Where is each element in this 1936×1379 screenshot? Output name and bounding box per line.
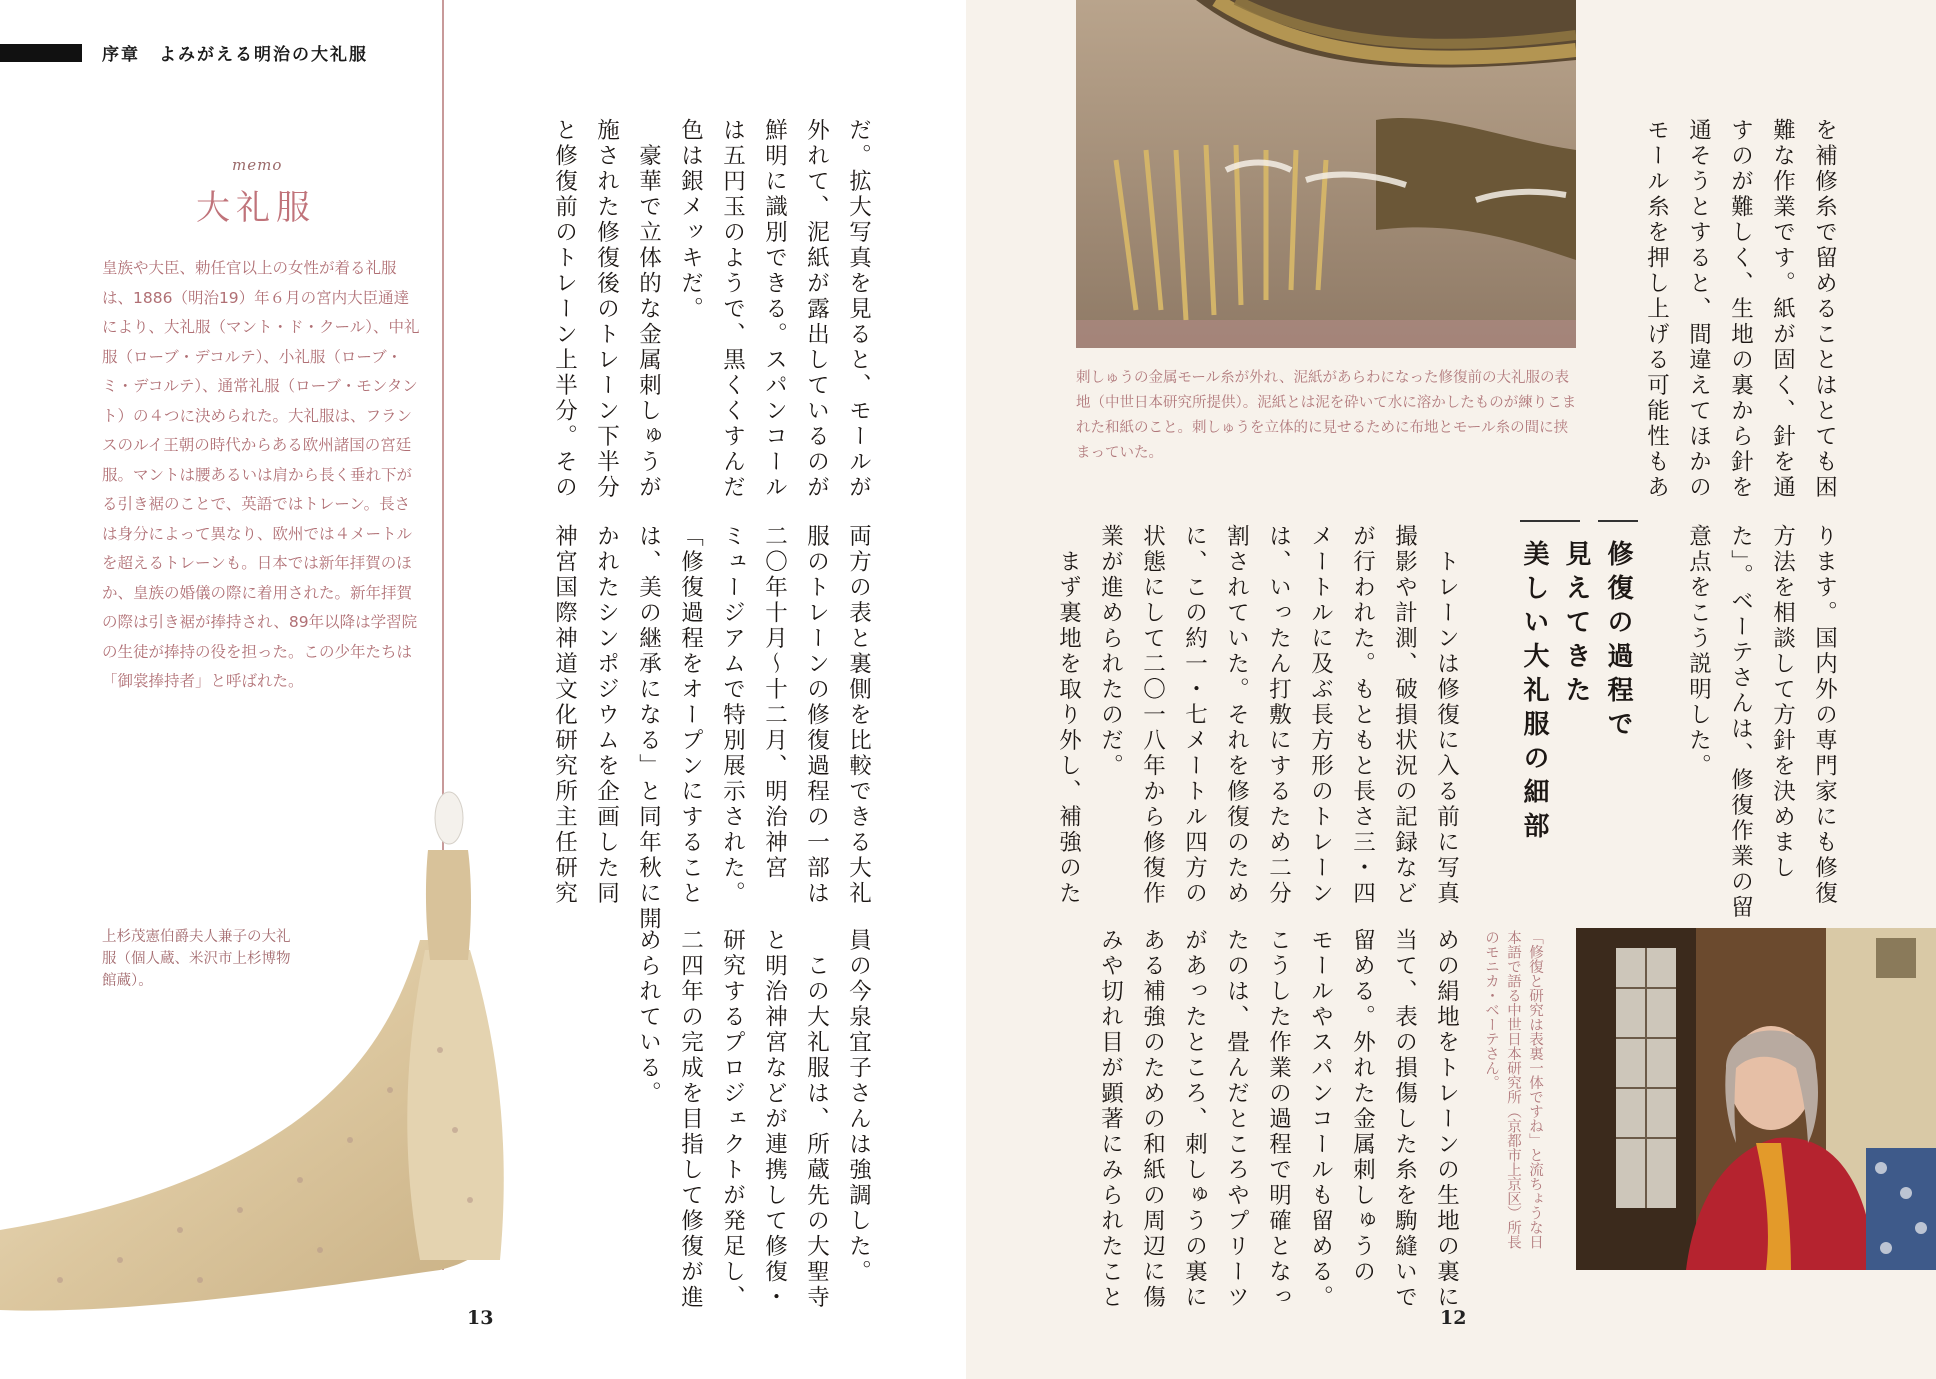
chapter-marker-bar bbox=[0, 44, 82, 62]
body-column: は、いったん打敷にするため二分 bbox=[1265, 524, 1292, 907]
body-column: すのが難しく、生地の裏から針を bbox=[1727, 118, 1754, 501]
body-column: 施された修復後のトレーン下半分 bbox=[593, 118, 620, 501]
body-column: ある補強のための和紙の周辺に傷 bbox=[1139, 928, 1166, 1311]
body-column: モール糸を押し上げる可能性もあ bbox=[1643, 118, 1670, 501]
memo-body bbox=[102, 254, 420, 697]
chapter-title: 序章 よみがえる明治の大礼服 bbox=[102, 45, 368, 65]
body-column: この大礼服は、所蔵先の大聖寺 bbox=[803, 928, 830, 1311]
dress-photo bbox=[0, 790, 520, 1320]
body-column: は、美の継承になる」と同年秋に開 bbox=[635, 524, 662, 932]
body-column: 通そうとすると、間違えてほかの bbox=[1685, 118, 1712, 501]
heading-rule bbox=[1598, 520, 1638, 522]
body-column: モールやスパンコールも留める。 bbox=[1307, 928, 1334, 1311]
body-column: 「修復過程をオープンにすること bbox=[677, 524, 704, 907]
body-column: 当て、表の損傷した糸を駒縫いで bbox=[1391, 928, 1418, 1311]
body-column: めの絹地をトレーンの生地の裏に bbox=[1433, 928, 1460, 1311]
body-column: が行われた。もともと長さ三・四 bbox=[1349, 524, 1376, 907]
body-column: 撮影や計測、破損状況の記録など bbox=[1391, 524, 1418, 907]
body-column: メートルに及ぶ長方形のトレーン bbox=[1307, 524, 1334, 907]
body-column: 両方の表と裏側を比較できる大礼 bbox=[845, 524, 872, 907]
section-heading: 美しい大礼服の細部 bbox=[1519, 540, 1549, 846]
body-column: かれたシンポジウムを企画した同 bbox=[593, 524, 620, 907]
body-column: ミュージアムで特別展示された。 bbox=[719, 524, 746, 907]
body-column: だ。拡大写真を見ると、モールが bbox=[845, 118, 872, 501]
page-number-right: 12 bbox=[1440, 1307, 1467, 1329]
memo-label: memo bbox=[232, 156, 283, 174]
body-column: 員の今泉宜子さんは強調した。 bbox=[845, 928, 872, 1285]
body-column: みや切れ目が顕著にみられたこと bbox=[1097, 928, 1124, 1311]
body-column: 方法を相談して方針を決めまし bbox=[1769, 524, 1796, 881]
body-column: 二四年の完成を目指して修復が進 bbox=[677, 928, 704, 1311]
body-column: 服のトレーンの修復過程の一部は bbox=[803, 524, 830, 907]
body-column: た」。ベーテさんは、修復作業の留 bbox=[1727, 524, 1754, 921]
body-column: と明治神宮などが連携して修復・ bbox=[761, 928, 788, 1311]
body-column: たのは、畳んだところやプリーツ bbox=[1223, 928, 1250, 1311]
body-column: トレーンは修復に入る前に写真 bbox=[1433, 524, 1460, 907]
body-column: 難な作業です。紙が固く、針を通 bbox=[1769, 118, 1796, 501]
body-column: と修復前のトレーン上半分。その bbox=[551, 118, 578, 501]
section-heading: 見えてきた bbox=[1561, 540, 1591, 710]
body-column: 豪華で立体的な金属刺しゅうが bbox=[635, 118, 662, 501]
body-column: められている。 bbox=[635, 928, 662, 1107]
body-column: 状態にして二〇一八年から修復作 bbox=[1139, 524, 1166, 907]
body-column: 二〇年十月〜十二月、明治神宮 bbox=[761, 524, 788, 881]
body-column: があったところ、刺しゅうの裏に bbox=[1181, 928, 1208, 1311]
body-column: 外れて、泥紙が露出しているのが bbox=[803, 118, 830, 501]
body-column: こうした作業の過程で明確となっ bbox=[1265, 928, 1292, 1311]
page-number-left: 13 bbox=[467, 1307, 494, 1329]
body-column: 神宮国際神道文化研究所主任研究 bbox=[551, 524, 578, 907]
body-column: に、この約一・七メートル四方の bbox=[1181, 524, 1208, 907]
body-column: は五円玉のようで、黒くくすんだ bbox=[719, 118, 746, 501]
portrait-caption: 「修復と研究は表裏一体ですね」と流ちょうな日本語で語る中世日本研究所（京都市上京区）所長のモニカ・ベーテさん。 bbox=[1483, 930, 1543, 1249]
embroidery-photo bbox=[1076, 0, 1576, 348]
dress-caption: 上杉茂憲伯爵夫人兼子の大礼服（個人蔵、米沢市上杉博物館蔵）。 bbox=[102, 929, 291, 989]
body-column: 業が進められたのだ。 bbox=[1097, 524, 1124, 779]
body-column: ります。国内外の専門家にも修復 bbox=[1811, 524, 1838, 907]
body-column: 意点をこう説明した。 bbox=[1685, 524, 1712, 779]
body-column: を補修糸で留めることはとても困 bbox=[1811, 118, 1838, 501]
embroidery-caption: 刺しゅうの金属モール糸が外れ、泥紙があらわになった修復前の大礼服の表地（中世日本研究所提供）。泥紙とは泥を砕いて水に溶かしたものが練りこまれた和紙のこと。刺しゅうを立体的に見せるために布地とモール糸の間に挟まっていた。 bbox=[1076, 370, 1577, 461]
body-column: 割されていた。それを修復のため bbox=[1223, 524, 1250, 907]
memo-title: 大礼服 bbox=[196, 188, 316, 228]
portrait-photo bbox=[1576, 928, 1936, 1270]
body-column: 留める。外れた金属刺しゅうの bbox=[1349, 928, 1376, 1285]
memo-paragraph: 皇族や大臣、勅任官以上の女性が着る礼服は、1886（明治19）年６月の宮内大臣通達により、大礼服（マント・ド・クール）、中礼服（ローブ・デコルテ）、小礼服（ローブ・ミ・デコルテ）、通常礼服（ローブ・モンタント）の４つに決められた。大礼服は、フランスのルイ王朝の時代からある欧州諸国の宮廷服。マントは腰あるいは肩から長く垂れ下がる引き裾のことで、英語ではトレーン。長さは身分によって異なり、欧州では４メートルを超えるトレーンも。日本では新年拝賀のほか、皇族の婚儀の際に着用された。新年拝賀の際は引き裾が捧持され、89年以降は学習院の生徒が捧持の役を担った。この少年たちは「御裳捧持者」と呼ばれた。 bbox=[102, 259, 420, 690]
body-column: まず裏地を取り外し、補強のた bbox=[1055, 524, 1082, 907]
section-heading: 修復の過程で bbox=[1603, 540, 1633, 744]
body-column: 鮮明に識別できる。スパンコール bbox=[761, 118, 788, 501]
heading-rule bbox=[1520, 520, 1580, 522]
body-column: 色は銀メッキだ。 bbox=[677, 118, 704, 322]
body-column: 研究するプロジェクトが発足し、 bbox=[719, 928, 746, 1311]
